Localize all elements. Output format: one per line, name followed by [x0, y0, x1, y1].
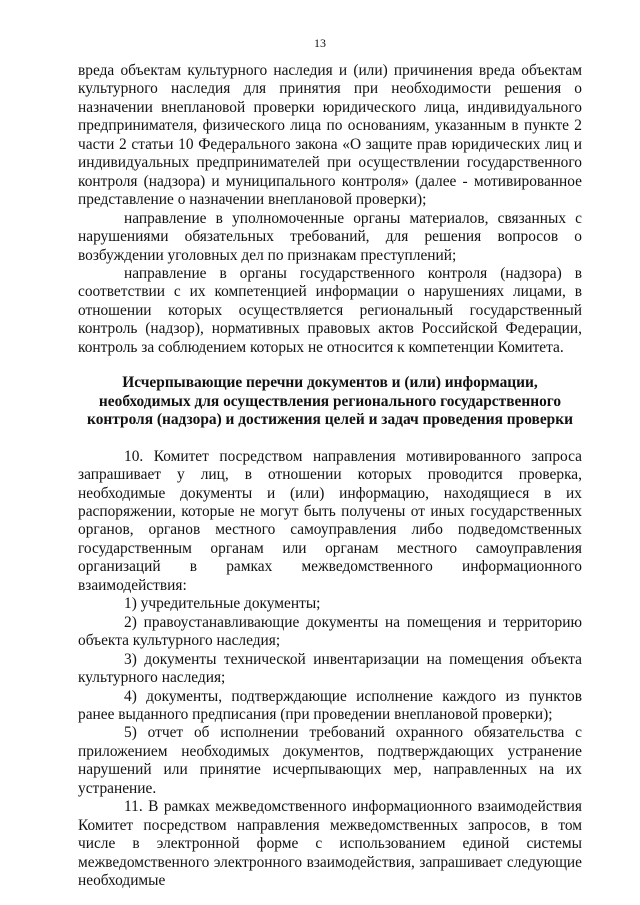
list-item: 3) документы технической инвентаризации на помещения объекта культурного наследия;: [78, 650, 582, 687]
list-item: 1) учредительные документы;: [124, 595, 321, 613]
list-item: 5) отчет об исполнении требований охранного обязательства с приложением необходимых документов, подтверждающих устранение нарушений или принятие исчерпывающих мер, направленных на их устранение.: [78, 724, 582, 797]
page-number: 13: [314, 36, 326, 50]
document-body: [78, 62, 582, 890]
paragraph: 11. В рамках межведомственного информационного взаимодействия Комитет посредством направления межведомственных запросов, в том числе в электронной форме с использованием единой системы межведомственного электронного взаимодействия, запрашивает следующие необходимые: [78, 798, 582, 890]
paragraph: направление в уполномоченные органы материалов, связанных с нарушениями обязательных требований, для решения вопросов о возбуждении уголовных дел по признакам преступлений;: [78, 209, 582, 264]
list-item: 4) документы, подтверждающие исполнение каждого из пунктов ранее выданного предписания (при проведении внеплановой проверки);: [78, 687, 582, 723]
paragraph: вреда объектам культурного наследия и (или) причинения вреда объектам культурного наследия для принятия при необходимости решения о назначении внеплановой проверки юридического лица, индивидуального предпринимателя, физического лица по основаниям, указанным в пункте 2 части 2 статьи 10 Федерального закона «О защите прав юридических лиц и индивидуальных предпринимателей при осуществлении государственного контроля (надзора) и муниципального контроля» (далее - мотивированное представление о назначении внеплановой проверки);: [78, 62, 582, 209]
section-heading: Исчерпывающие перечни документов и (или) информации, необходимых для осуществления регионального государственного контроля (надзора) и достижения целей и задач проведения проверки: [87, 374, 573, 429]
list-item: 2) правоустанавливающие документы на помещения и территорию объекта культурного наследия;: [78, 613, 582, 650]
paragraph: 10. Комитет посредством направления мотивированного запроса запрашивает у лиц, в отношении которых проводится проверка, необходимые документы и (или) информацию, находящиеся в их распоряжении, которые не могут быть получены от иных государственных органов, органов местного самоуправления либо подведомственных государственным органам или органам местного самоуправления организаций в рамках межведомственного информационного взаимодействия:: [78, 447, 582, 594]
paragraph: направление в органы государственного контроля (надзора) в соответствии с их компетенцией информации о нарушениях лицами, в отношении которых осуществляется региональный государственный контроль (надзор), нормативных правовых актов Российской Федерации, контроль за соблюдением которых не относится к компетенции Комитета.: [78, 264, 582, 356]
